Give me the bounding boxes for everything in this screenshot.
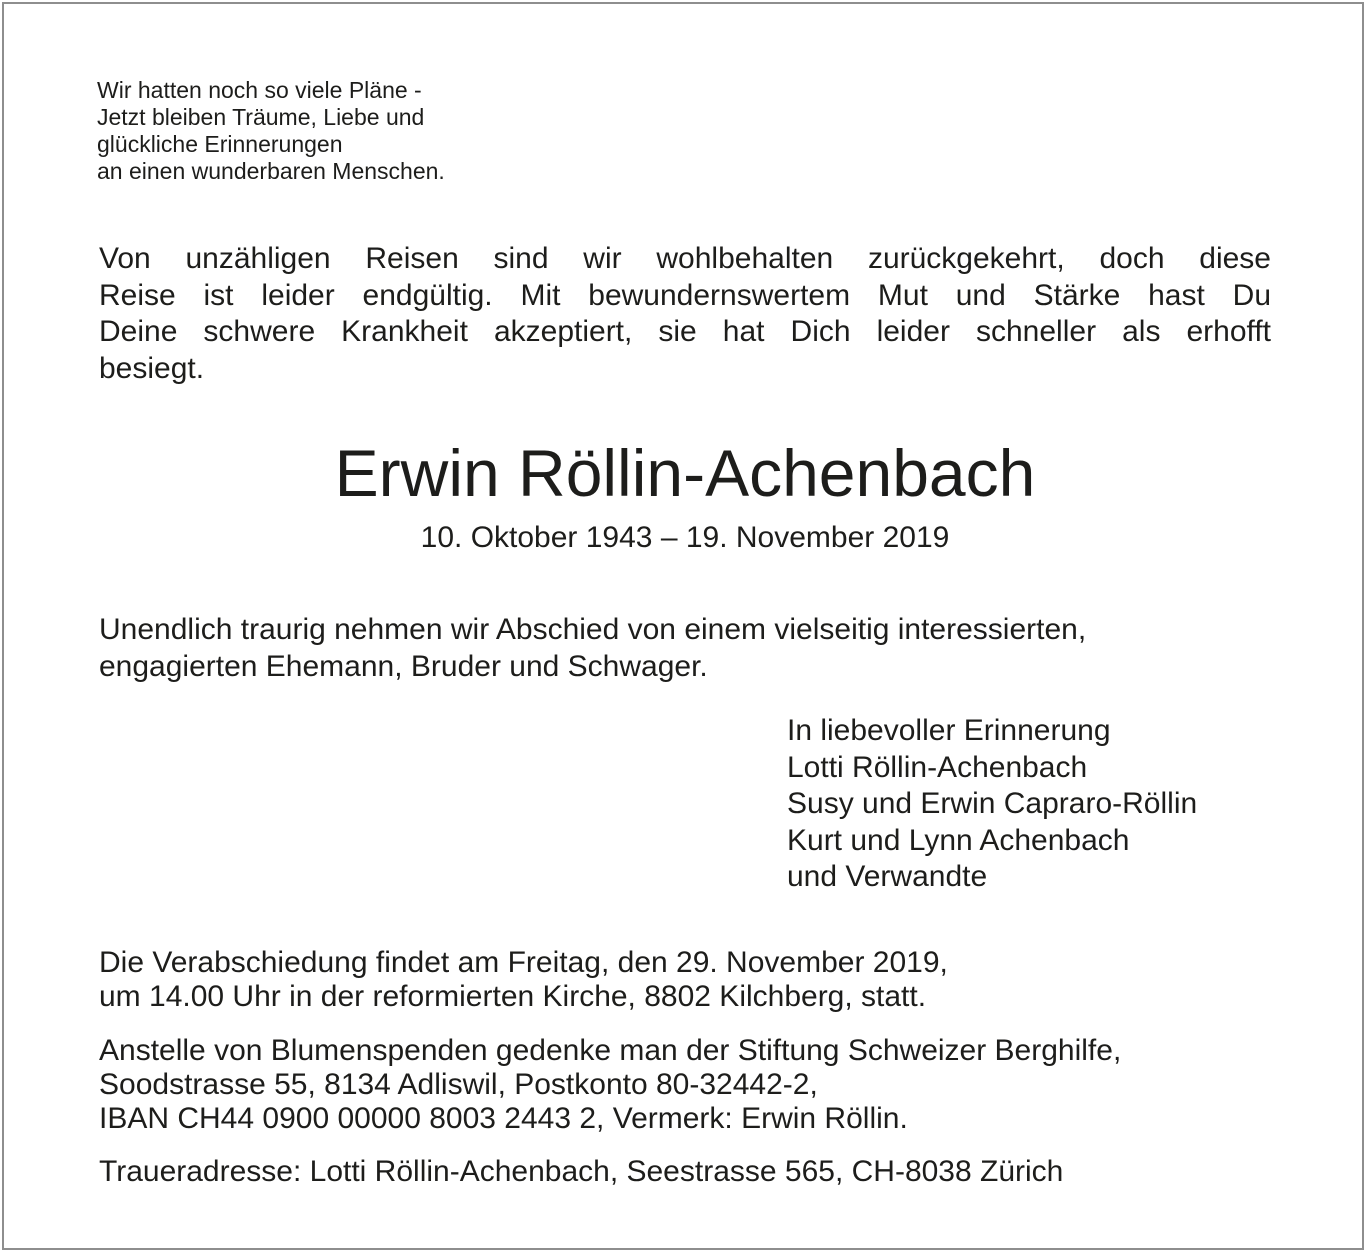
service-line: Die Verabschiedung findet am Freitag, den 29. November 2019,: [99, 946, 948, 979]
intro-paragraph: [99, 241, 1271, 387]
intro-line: Von unzähligen Reisen sind wir wohlbehalten zurückgekehrt, doch diese: [99, 242, 1271, 275]
mourner-name: und Verwandte: [787, 860, 988, 893]
mourner-name: Susy und Erwin Capraro-Röllin: [787, 787, 1198, 820]
farewell-paragraph: [99, 612, 1086, 685]
donation-line: Soodstrasse 55, 8134 Adliswil, Postkonto 80-32442-2,: [99, 1068, 818, 1101]
motto-line: glückliche Erinnerungen: [97, 131, 343, 157]
intro-line: Reise ist leider endgültig. Mit bewundernswertem Mut und Stärke hast Du: [99, 278, 1271, 312]
service-line: um 14.00 Uhr in der reformierten Kirche, 8802 Kilchberg, statt.: [99, 980, 927, 1013]
motto-verse: [97, 77, 445, 185]
mourner-name: Lotti Röllin-Achenbach: [787, 750, 1088, 784]
motto-line: Wir hatten noch so viele Pläne -: [97, 77, 422, 103]
motto-line: an einen wunderbaren Menschen.: [97, 158, 445, 184]
intro-line: Deine schwere Krankheit akzeptiert, sie hat Dich leider schneller als erhofft: [99, 315, 1271, 348]
donation-info: [99, 1034, 1121, 1136]
mourner-name: Kurt und Lynn Achenbach: [787, 823, 1130, 857]
farewell-line: engagierten Ehemann, Bruder und Schwager.: [99, 649, 708, 683]
mourners-block: [787, 713, 1197, 896]
deceased-name: Erwin Röllin-Achenbach: [334, 436, 1036, 510]
mourners-heading: In liebevoller Erinnerung: [787, 714, 1111, 747]
farewell-line: Unendlich traurig nehmen wir Abschied von einem vielseitig interessierten,: [99, 613, 1087, 646]
donation-line: Anstelle von Blumenspenden gedenke man der Stiftung Schweizer Berghilfe,: [99, 1034, 1122, 1067]
mourning-address: Traueradresse: Lotti Röllin-Achenbach, Seestrasse 565, CH-8038 Zürich: [99, 1155, 1064, 1188]
life-dates: 10. Oktober 1943 – 19. November 2019: [420, 521, 950, 554]
donation-line: IBAN CH44 0900 00000 8003 2443 2, Vermerk: Erwin Röllin.: [99, 1102, 908, 1135]
intro-line: besiegt.: [99, 351, 205, 385]
motto-line: Jetzt bleiben Träume, Liebe und: [97, 104, 425, 130]
service-info: [99, 946, 948, 1014]
